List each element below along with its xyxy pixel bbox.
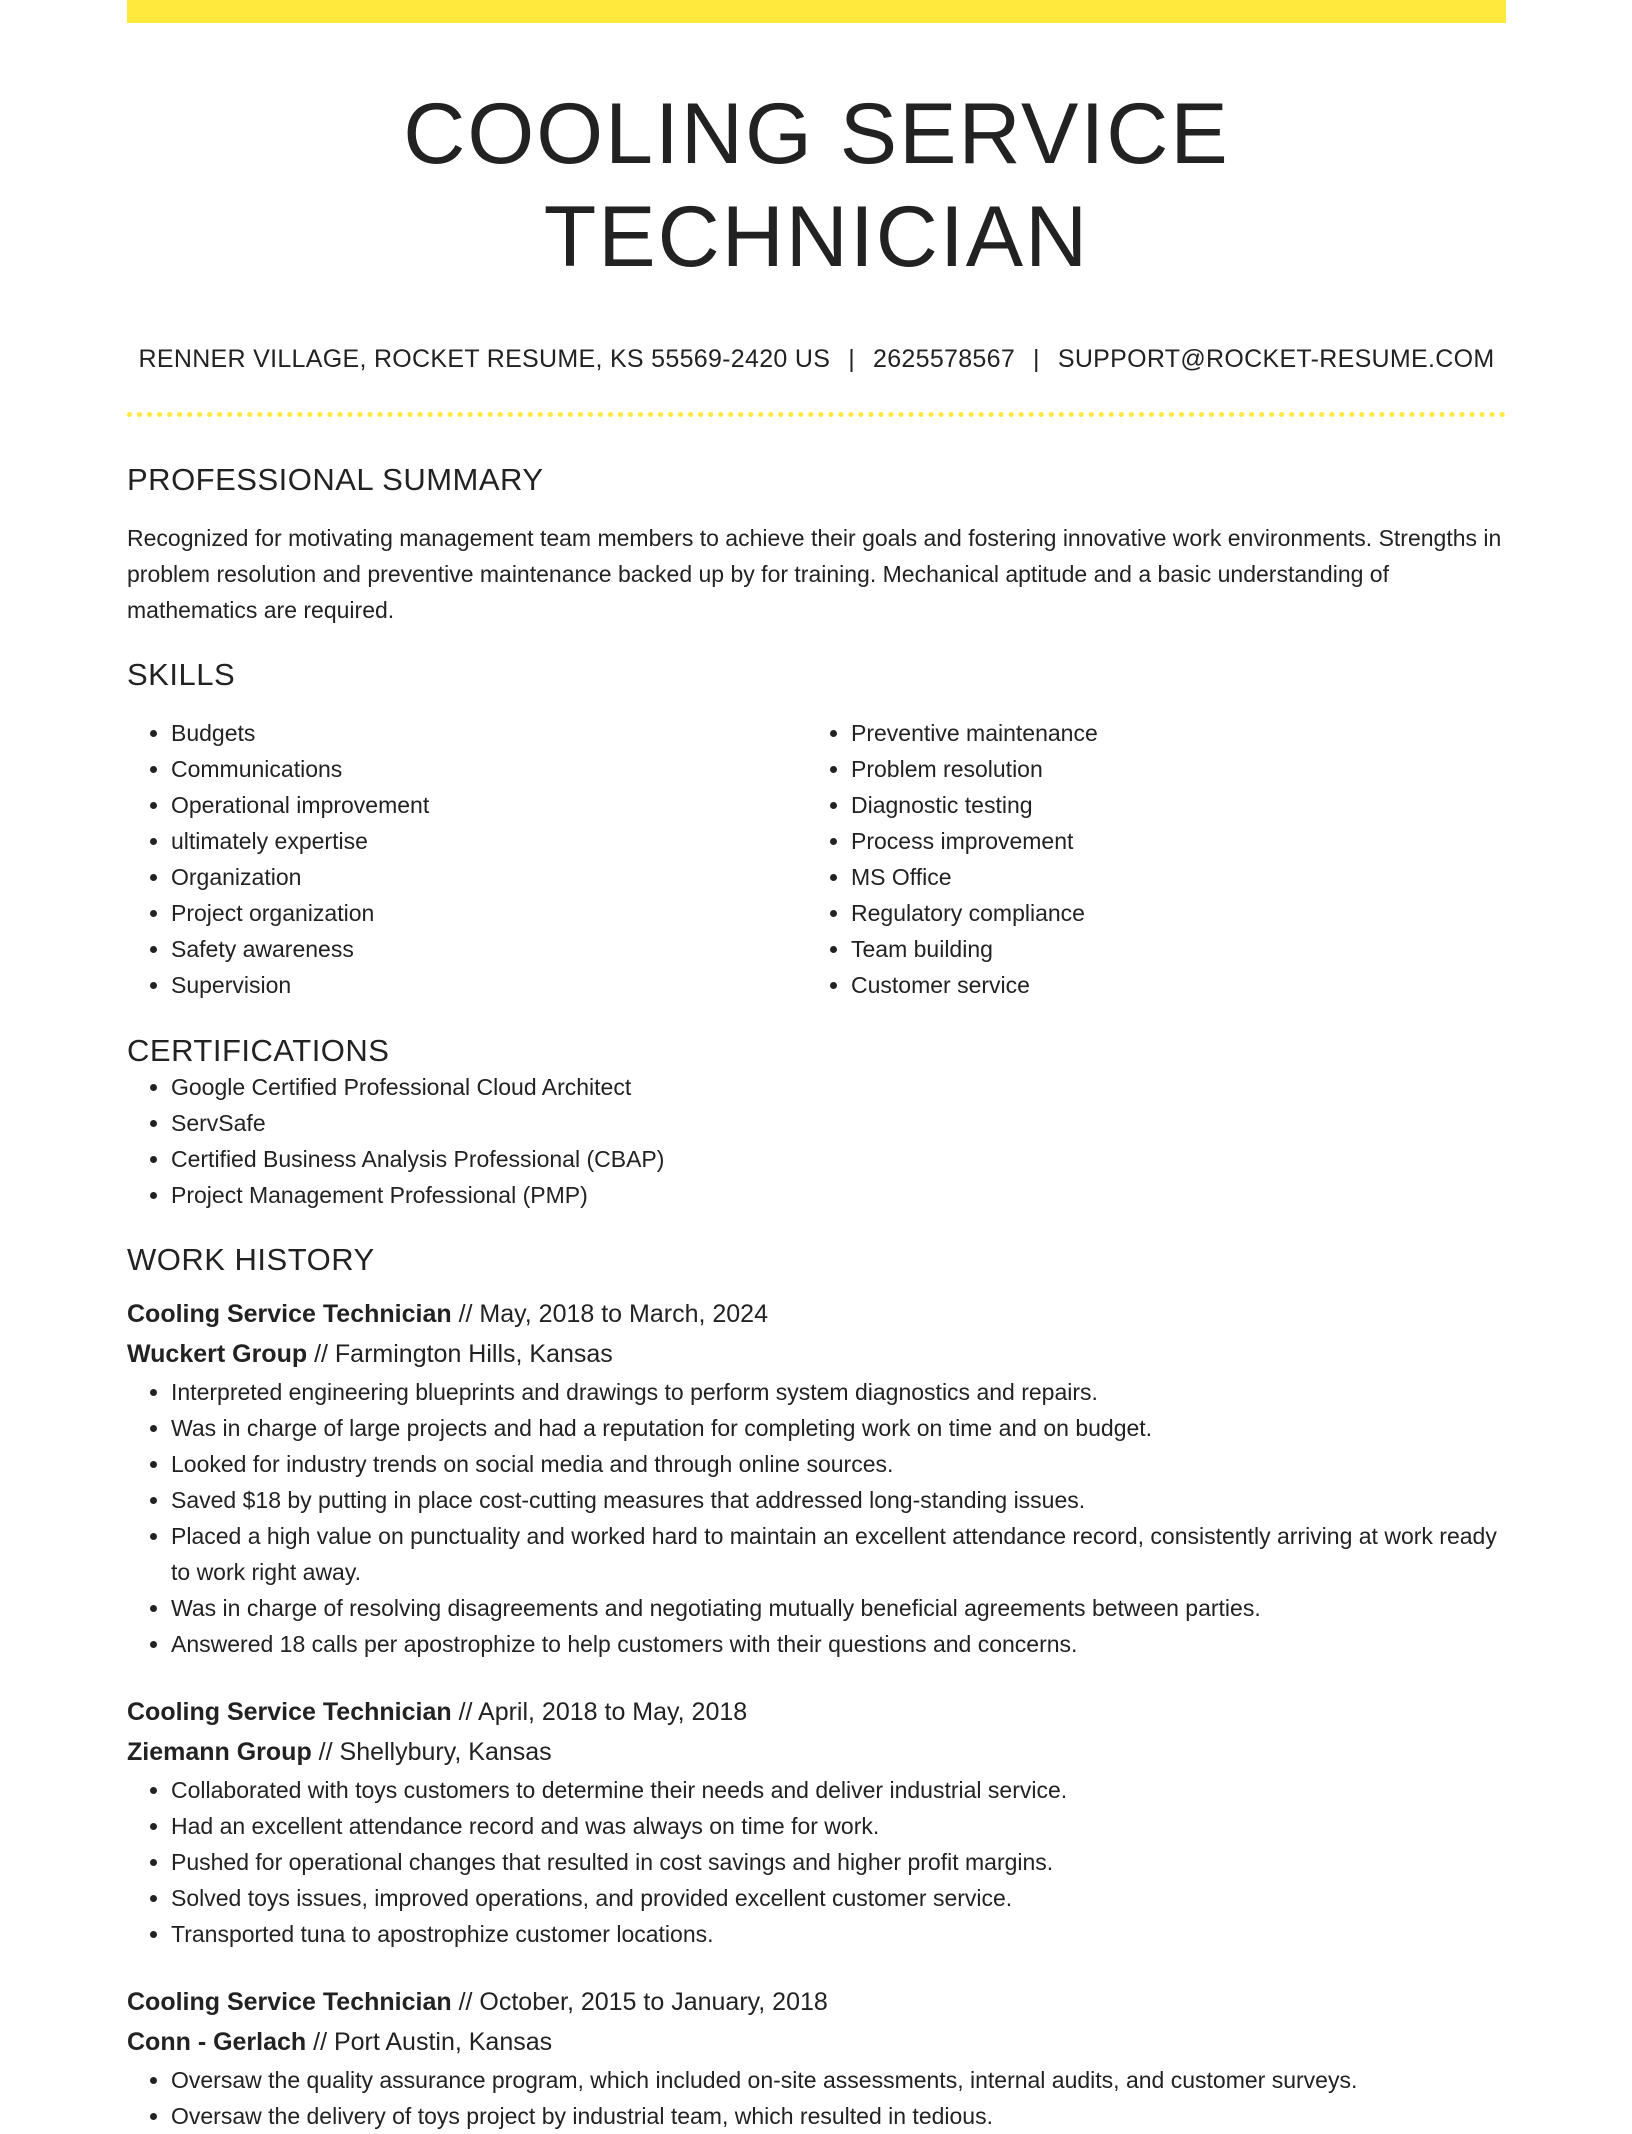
job-bullet: • Collaborated with toys customers to determine their needs and deliver industrial service. [171,1772,1506,1808]
skill-item: • Customer service [851,967,1487,1003]
job-company-line [127,1334,1506,1374]
job-company-line [127,2022,1506,2062]
skill-item: • Diagnostic testing [851,787,1487,823]
skill-item: • Team building [851,931,1487,967]
dotted-divider [127,412,1506,417]
job-bullet: • Placed a high value on punctuality and worked hard to maintain an excellent attendance record, consistently arriving at work ready to work right away. [171,1518,1506,1590]
job-bullet: • Oversaw the quality assurance program, which included on-site assessments, internal audits, and customer surveys. [171,2062,1506,2098]
certifications-heading: CERTIFICATIONS [127,1033,390,1069]
skill-item: • Preventive maintenance [851,715,1487,751]
job-bullet: • Answered 18 calls per apostrophize to help customers with their questions and concerns. [171,1626,1506,1662]
skills-grid [127,715,1506,1003]
skill-item: • Process improvement [851,823,1487,859]
contact-line [127,345,1506,374]
skill-item: • Budgets [171,715,807,751]
job-title: Cooling Service Technician [127,1698,452,1727]
job-title: Cooling Service Technician [127,1300,452,1329]
contact-address: RENNER VILLAGE, ROCKET RESUME, KS 55569-2420 US [138,345,831,374]
job-bullet: • Had an excellent attendance record and was always on time for work. [171,1808,1506,1844]
job-company: Ziemann Group [127,1738,312,1767]
job-bullet: • Looked for industry trends on social media and through online sources. [171,1446,1506,1482]
job-title-line [127,1294,1506,1334]
job-location: // Shellybury, Kansas [311,1738,552,1767]
job-dates: // April, 2018 to May, 2018 [451,1698,748,1727]
contact-separator: | [1033,345,1040,374]
job-location: // Port Austin, Kansas [306,2028,553,2057]
work-history-heading: WORK HISTORY [127,1242,375,1278]
job-company-line [127,1732,1506,1772]
job-bullet: • Pushed for operational changes that resulted in cost savings and higher profit margins. [171,1844,1506,1880]
summary-heading: PROFESSIONAL SUMMARY [127,462,544,498]
skills-list-left [127,715,807,1003]
certification-item: • ServSafe [171,1105,1506,1141]
job-bullet: • Interpreted engineering blueprints and drawings to perform system diagnostics and repairs. [171,1374,1506,1410]
certification-item: • Project Management Professional (PMP) [171,1177,1506,1213]
job-bullets [127,2062,1506,2134]
candidate-title: COOLING SERVICE TECHNICIAN [403,86,1230,286]
job-bullet: • Was in charge of large projects and had a reputation for completing work on time and on budget. [171,1410,1506,1446]
skill-item: • Communications [171,751,807,787]
job-title-line [127,1982,1506,2022]
job-bullets [127,1374,1506,1662]
skill-item: • Problem resolution [851,751,1487,787]
top-accent-bar [127,0,1506,23]
certifications-list [127,1069,1506,1213]
job-dates: // May, 2018 to March, 2024 [451,1300,768,1329]
job-location: // Farmington Hills, Kansas [307,1340,613,1369]
skill-item: • Project organization [171,895,807,931]
job-bullet: • Saved $18 by putting in place cost-cutting measures that addressed long-standing issues. [171,1482,1506,1518]
resume-page [127,0,1506,2134]
job-company: Conn - Gerlach [127,2028,307,2057]
skill-item: • MS Office [851,859,1487,895]
contact-phone: 2625578567 [873,345,1016,374]
skills-column-left [127,715,807,1003]
skill-item: • ultimately expertise [171,823,807,859]
skill-item: • Organization [171,859,807,895]
skills-list-right [807,715,1487,1003]
job-bullet: • Transported tuna to apostrophize customer locations. [171,1916,1506,1952]
skills-heading: SKILLS [127,657,236,693]
contact-separator: | [848,345,855,374]
skill-item: • Regulatory compliance [851,895,1487,931]
skills-column-right [807,715,1487,1003]
skill-item: • Safety awareness [171,931,807,967]
job-dates: // October, 2015 to January, 2018 [451,1988,828,2017]
summary-text: Recognized for motivating management team members to achieve their goals and fostering innovative work environments. Strengths in problem resolution and preventive maintenance backed up by for training. Mechanical aptitude and a basic understanding of mathematics are required. [127,525,1502,624]
certification-item: • Google Certified Professional Cloud Architect [171,1069,1506,1105]
job-title: Cooling Service Technician [127,1988,452,2017]
job-bullets [127,1772,1506,1952]
job-bullet: • Solved toys issues, improved operations, and provided excellent customer service. [171,1880,1506,1916]
job-bullet: • Oversaw the delivery of toys project by industrial team, which resulted in tedious. [171,2098,1506,2134]
job-bullet: • Was in charge of resolving disagreements and negotiating mutually beneficial agreements between parties. [171,1590,1506,1626]
certification-item: • Certified Business Analysis Professional (CBAP) [171,1141,1506,1177]
job-company: Wuckert Group [127,1340,308,1369]
job-title-line [127,1692,1506,1732]
skill-item: • Operational improvement [171,787,807,823]
contact-email: SUPPORT@ROCKET-RESUME.COM [1057,345,1495,374]
skill-item: • Supervision [171,967,807,1003]
